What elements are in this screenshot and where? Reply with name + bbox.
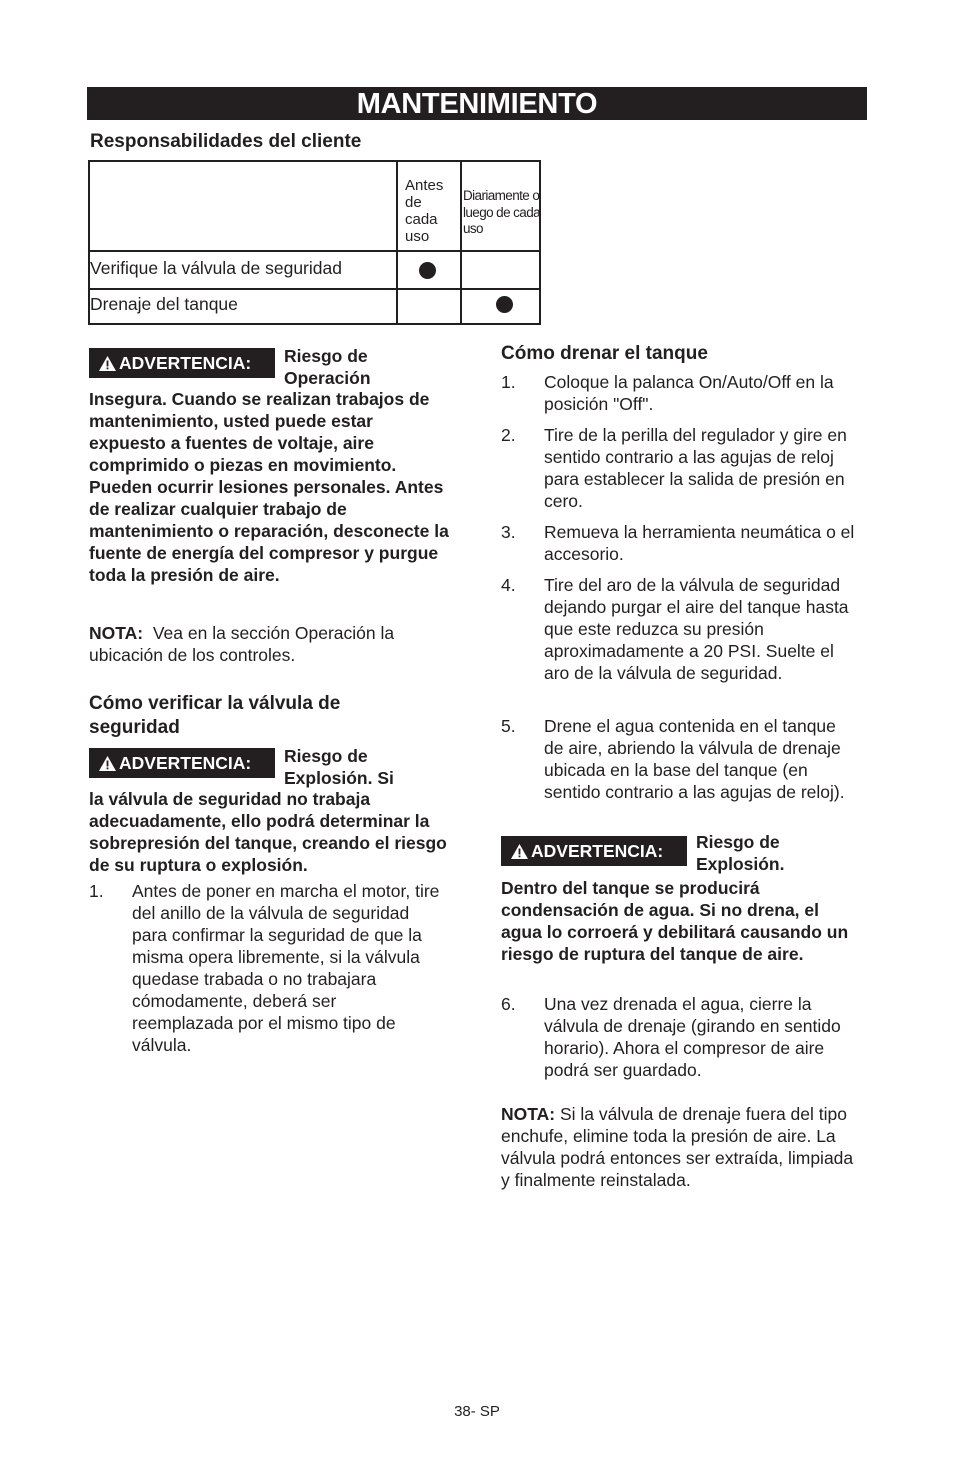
table-divider — [460, 160, 462, 325]
step-number: 1. — [501, 372, 516, 392]
warning-lead: Riesgo de Explosión. — [696, 832, 785, 874]
table-border — [539, 160, 541, 325]
warning-badge-label: ADVERTENCIA: — [531, 841, 664, 861]
note — [89, 622, 449, 666]
row-label-tank-drain: Drenaje del tanque — [90, 294, 238, 314]
responsibilities-heading: Responsabilidades del cliente — [90, 131, 362, 152]
warning-badge-label: ADVERTENCIA: — [119, 353, 252, 373]
warning-triangle-icon — [511, 844, 528, 859]
note-text: Si la válvula de drenaje fuera del tipo enchufe, elimine toda la presión de aire. La válvula podrá entonces ser extraída, limpiada y finalmente reinstalada. — [501, 1104, 854, 1190]
section-heading-check-valve: Cómo verificar la válvula de seguridad — [89, 693, 341, 738]
note — [501, 1103, 856, 1191]
warning-text: la válvula de seguridad no trabaja adecuadamente, ello podrá determinar la sobrepresión del tanque, creando el riesgo de su ruptura o explosión. — [89, 789, 447, 875]
step-number: 5. — [501, 716, 516, 736]
table-divider — [396, 160, 398, 325]
page-title: MANTENIMIENTO — [87, 87, 867, 120]
step-number: 3. — [501, 522, 516, 542]
warning-badge — [89, 748, 275, 778]
step-number: 1. — [89, 881, 104, 901]
section-heading-drain-tank: Cómo drenar el tanque — [501, 343, 708, 364]
warning-badge — [501, 836, 687, 866]
step-number: 2. — [501, 425, 516, 445]
column-header-before-each-use: Antes de cada uso — [405, 177, 444, 245]
row-label-safety-valve: Verifique la válvula de seguridad — [90, 258, 342, 278]
warning-badge — [89, 348, 275, 378]
warning-lead: Riesgo de Explosión. Si — [284, 746, 394, 788]
column-header-daily: Diariamente o luego de cada uso — [463, 188, 541, 236]
note-text: Vea en la sección Operación la ubicación de los controles. — [89, 623, 395, 665]
warning-text: Dentro del tanque se producirá condensación de agua. Si no drena, el agua lo corroerá y debilitará causando un riesgo de ruptura del tanque de aire. — [501, 878, 849, 964]
warning-text: Insegura. Cuando se realizan trabajos de mantenimiento, usted puede estar expuesto a fuentes de voltaje, aire comprimido o piezas en movimiento. Pueden ocurrir lesiones personales. Antes de realizar cualquier trabajo de mantenimiento o reparación, desconecte la fuente de energía del compresor y purgue toda la presión de aire. — [89, 389, 449, 585]
note-label: NOTA: — [89, 623, 144, 643]
check-mark-dot — [496, 296, 513, 313]
warning-lead: Riesgo de Operación — [284, 346, 371, 388]
step-number: 4. — [501, 575, 516, 595]
check-mark-dot — [419, 262, 436, 279]
step-text: Tire de la perilla del regulador y gire en sentido contrario a las agujas de reloj para establecer la salida de presión en cero. — [544, 425, 847, 511]
step-text: Antes de poner en marcha el motor, tire del anillo de la válvula de seguridad para confirmar la seguridad de que la misma opera libremente, si la válvula quedase trabada o no trabajara cómodamente, deberá ser reemplazada por el mismo tipo de válvula. — [132, 881, 440, 1055]
maintenance-schedule-table — [88, 160, 541, 325]
step-text: Una vez drenada el agua, cierre la válvula de drenaje (girando en sentido horario). Ahora el compresor de aire podrá ser guardado. — [544, 994, 841, 1080]
table-border — [88, 160, 541, 162]
step-text: Remueva la herramienta neumática o el accesorio. — [544, 522, 855, 564]
table-border — [88, 323, 541, 325]
step-text: Tire del aro de la válvula de seguridad dejando purgar el aire del tanque hasta que este reduzca su presión aproximadamente a 20 PSI. Suelte el aro de la válvula de seguridad. — [544, 575, 849, 683]
warning-badge-label: ADVERTENCIA: — [119, 753, 252, 773]
step-text: Coloque la palanca On/Auto/Off en la posición "Off". — [544, 372, 834, 414]
step-text: Drene el agua contenida en el tanque de aire, abriendo la válvula de drenaje ubicada en la base del tanque (en sentido contrario a las agujas de reloj). — [544, 716, 845, 802]
table-divider — [88, 250, 541, 252]
warning-triangle-icon — [99, 356, 116, 371]
table-divider — [88, 288, 541, 290]
warning-triangle-icon — [99, 756, 116, 771]
note-label: NOTA: — [501, 1104, 556, 1124]
page-number: 38- SP — [454, 1403, 500, 1420]
step-number: 6. — [501, 994, 516, 1014]
